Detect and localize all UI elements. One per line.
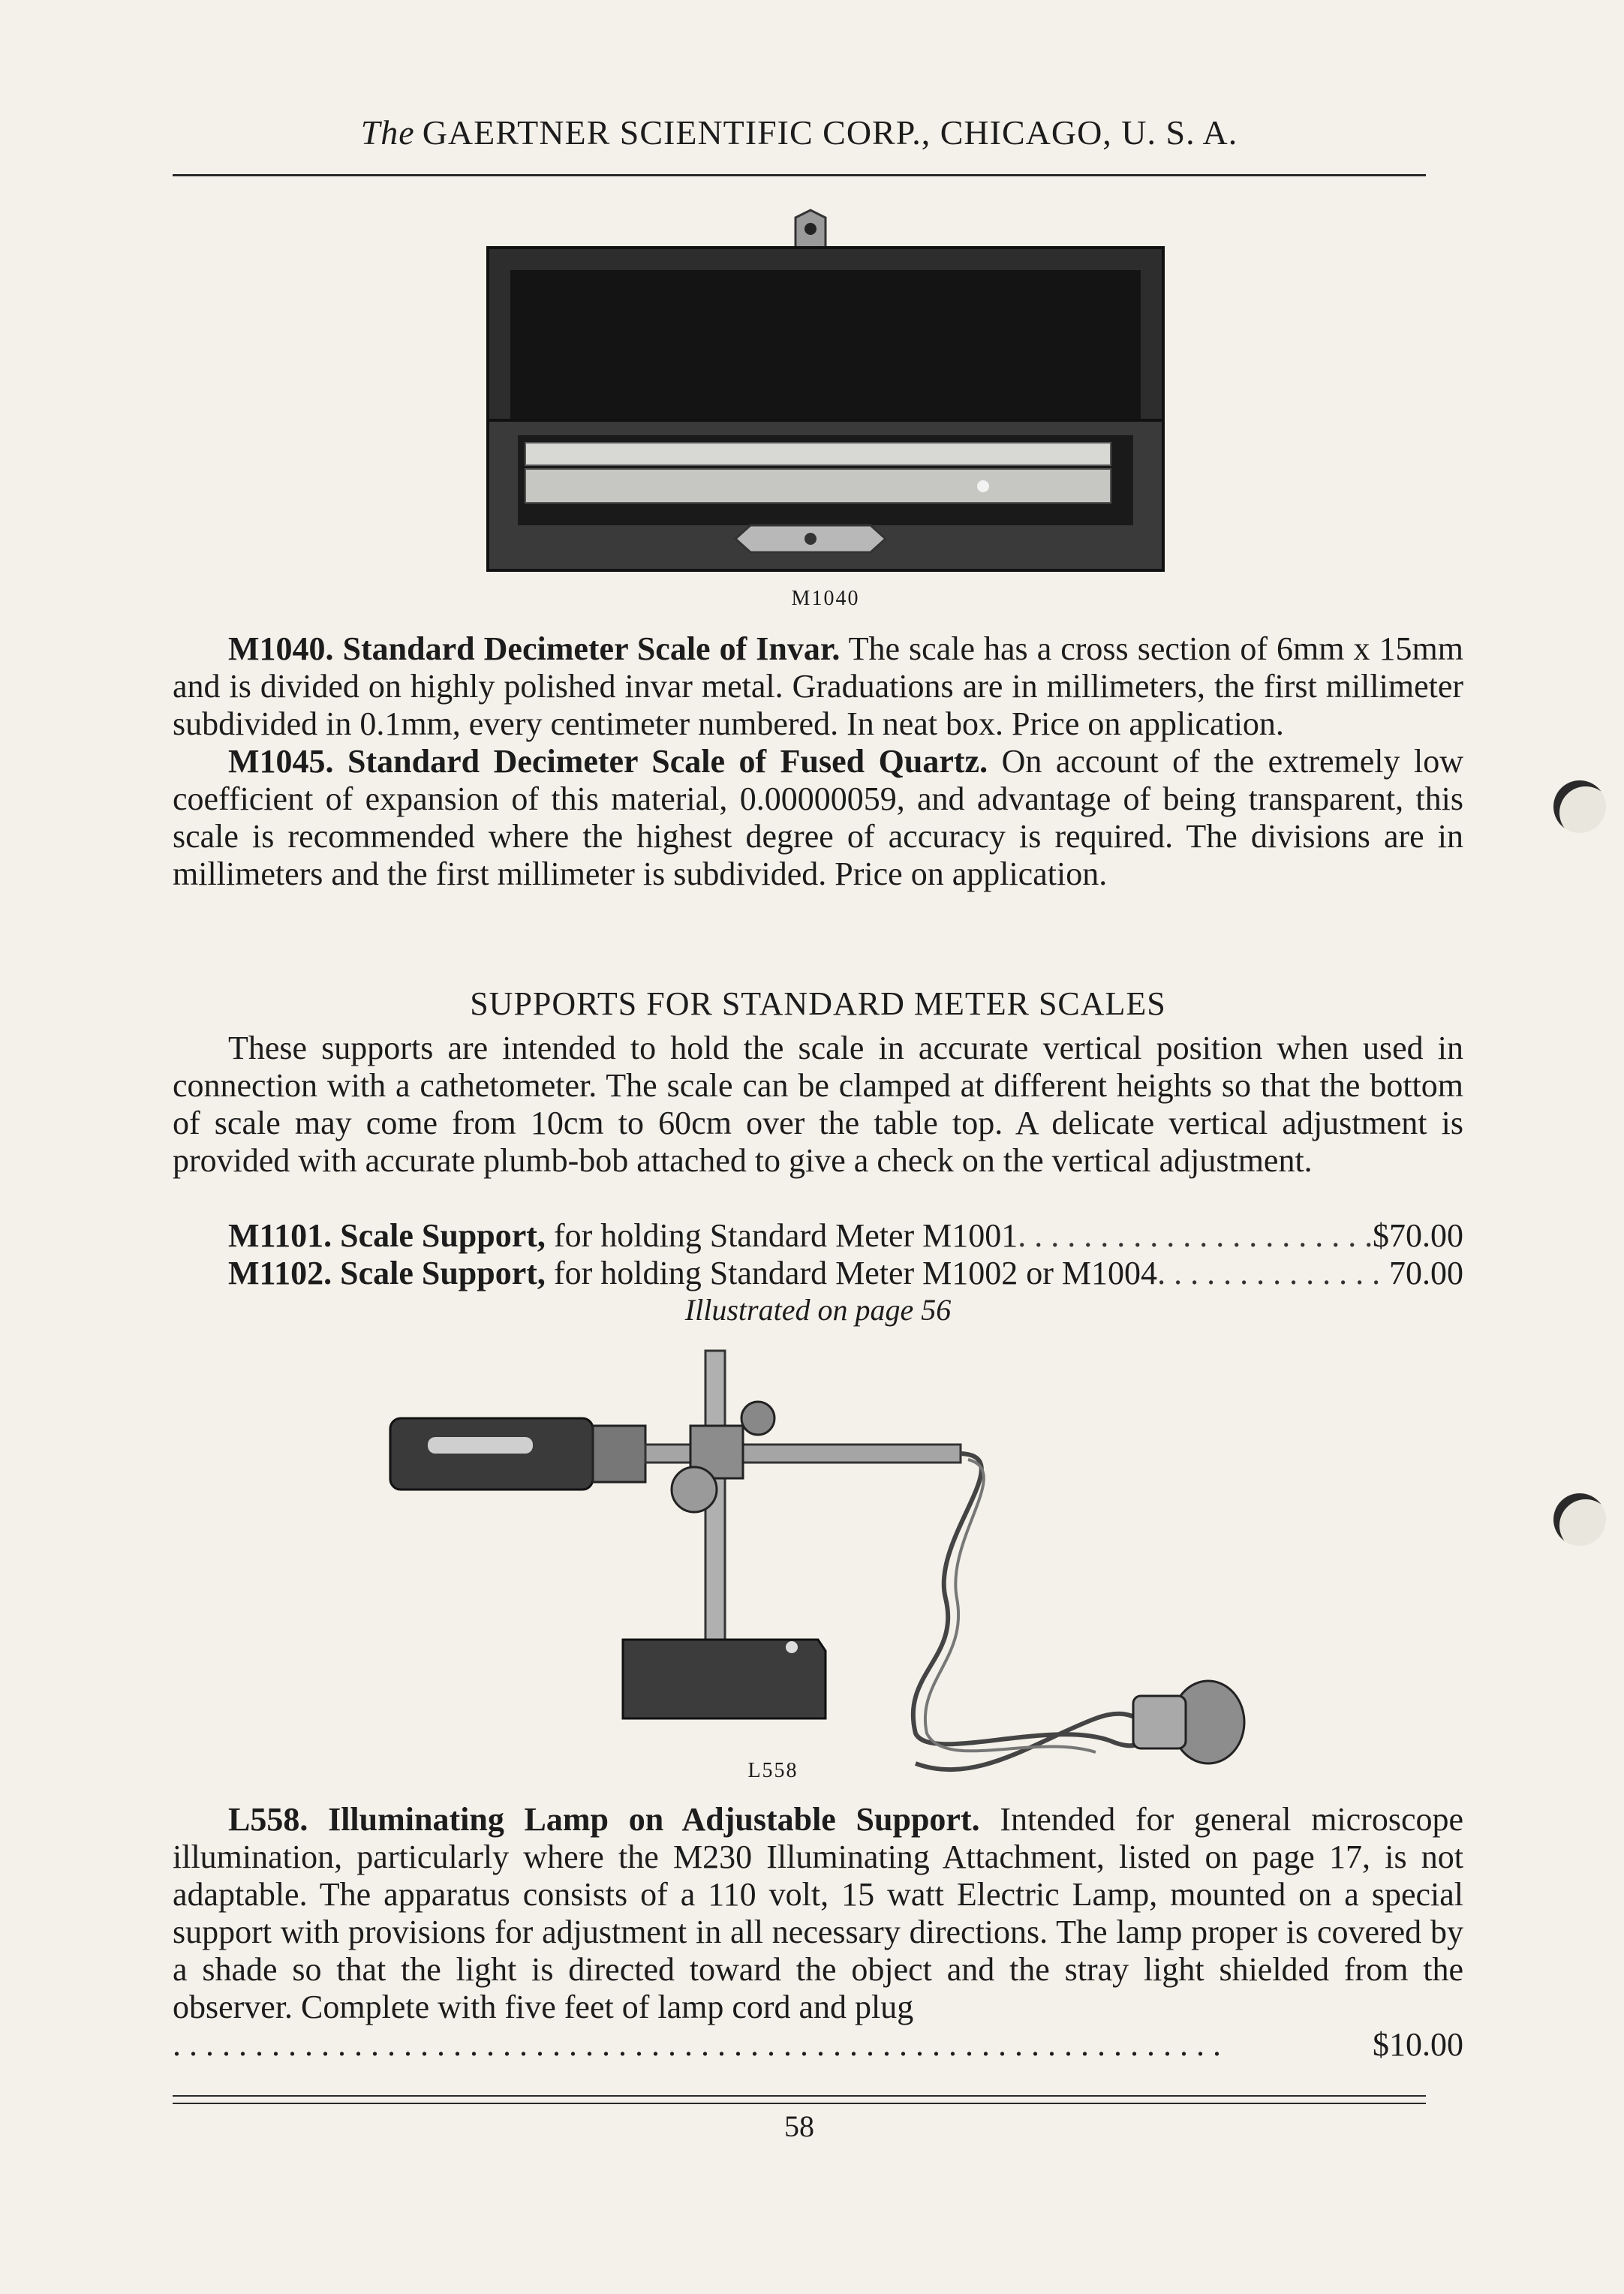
m1045-name: Standard Decimeter Scale of Fused Quartz. [347, 743, 988, 780]
entry-m1040 [173, 630, 1463, 743]
l558-leader [173, 2026, 1373, 2064]
entry-m1101 [228, 1217, 1463, 1255]
supports-intro-block [173, 1030, 1463, 1180]
m1102-code: M1102. [228, 1255, 332, 1291]
illustrated-note: Illustrated on page 56 [684, 1293, 952, 1327]
footer-rule-top [173, 2095, 1426, 2097]
entry-m1102 [228, 1255, 1463, 1292]
m1102-name: Scale Support, [340, 1255, 546, 1291]
m1040-box-illustration [480, 195, 1171, 585]
entry-m1045 [173, 743, 1463, 893]
m1040-text: The scale has a cross section of 6mm x 15mm and is divided on highly polished invar metal. Graduations are in millimeters, the first millimeter subdivided in 0.1mm, every centimeter numbered. In neat box. Price on application. [173, 630, 1463, 742]
m1040-name: Standard Decimeter Scale of Invar. [342, 630, 841, 667]
footer-rule-bottom [173, 2103, 1426, 2104]
l558-text: Intended for general microscope illumination, particularly where the M230 Illuminating Attachment, listed on page 17, is not adaptable. The apparatus consists of a 110 volt, 15 watt Electric Lamp, mounted on a special support with provisions for adjustment in all necessary directions. The lamp proper is covered by a shade so that the light is directed toward the object and the stray light shielded from the observer. Complete with five feet of lamp cord and plug [173, 1801, 1464, 2025]
m1040-caption: M1040 [791, 587, 860, 610]
supports-section-title: SUPPORTS FOR STANDARD METER SCALES [470, 985, 1166, 1022]
l558-price-line [173, 2026, 1463, 2064]
m1102-price: 70.00 [1389, 1255, 1463, 1291]
supports-intro: These supports are intended to hold the scale in accurate vertical position when used in connection with a cathetometer. The scale can be clamped at different heights so that the bottom of scale may come from 10cm to 60cm over the table top. A delicate vertical adjustment is provided with accurate plumb-bob attached to give a check on the vertical adjustment. [173, 1030, 1463, 1179]
header-title: GAERTNER SCIENTIFIC CORP., CHICAGO, U. S. A. [422, 113, 1238, 152]
m1045-text: On account of the extremely low coefficient of expansion of this material, 0.00000059, and advantage of being transparent, this scale is recommended where the highest degree of accuracy is required. The divisions are in millimeters and the first millimeter is subdivided. Price on application. [173, 743, 1464, 892]
m1101-name: Scale Support, [340, 1217, 546, 1254]
m1045-code: M1045. [228, 743, 334, 780]
m1101-leader [1018, 1217, 1373, 1255]
m1102-leader [1157, 1255, 1389, 1292]
binder-hole-top [1553, 780, 1606, 833]
m1101-price: $70.00 [1373, 1217, 1463, 1254]
decimeter-scales-section [173, 630, 1463, 893]
m1040-code: M1040. [228, 630, 334, 667]
m1101-code: M1101. [228, 1217, 332, 1254]
page-header [173, 113, 1426, 152]
header-rule [173, 174, 1426, 176]
l558-code: L558. [228, 1801, 308, 1838]
l558-price: $10.00 [1373, 2026, 1463, 2063]
l558-caption: L558 [747, 1759, 798, 1782]
page-number: 58 [784, 2109, 814, 2143]
m1102-text: for holding Standard Meter M1002 or M1004 [553, 1255, 1158, 1291]
l558-section [173, 1801, 1463, 2064]
l558-name: Illuminating Lamp on Adjustable Support. [328, 1801, 980, 1838]
header-the: The [360, 113, 415, 152]
m1101-text: for holding Standard Meter M1001 [553, 1217, 1018, 1254]
entry-l558 [173, 1801, 1463, 2026]
binder-hole-bottom [1553, 1493, 1606, 1546]
l558-lamp-illustration [375, 1343, 1261, 1808]
